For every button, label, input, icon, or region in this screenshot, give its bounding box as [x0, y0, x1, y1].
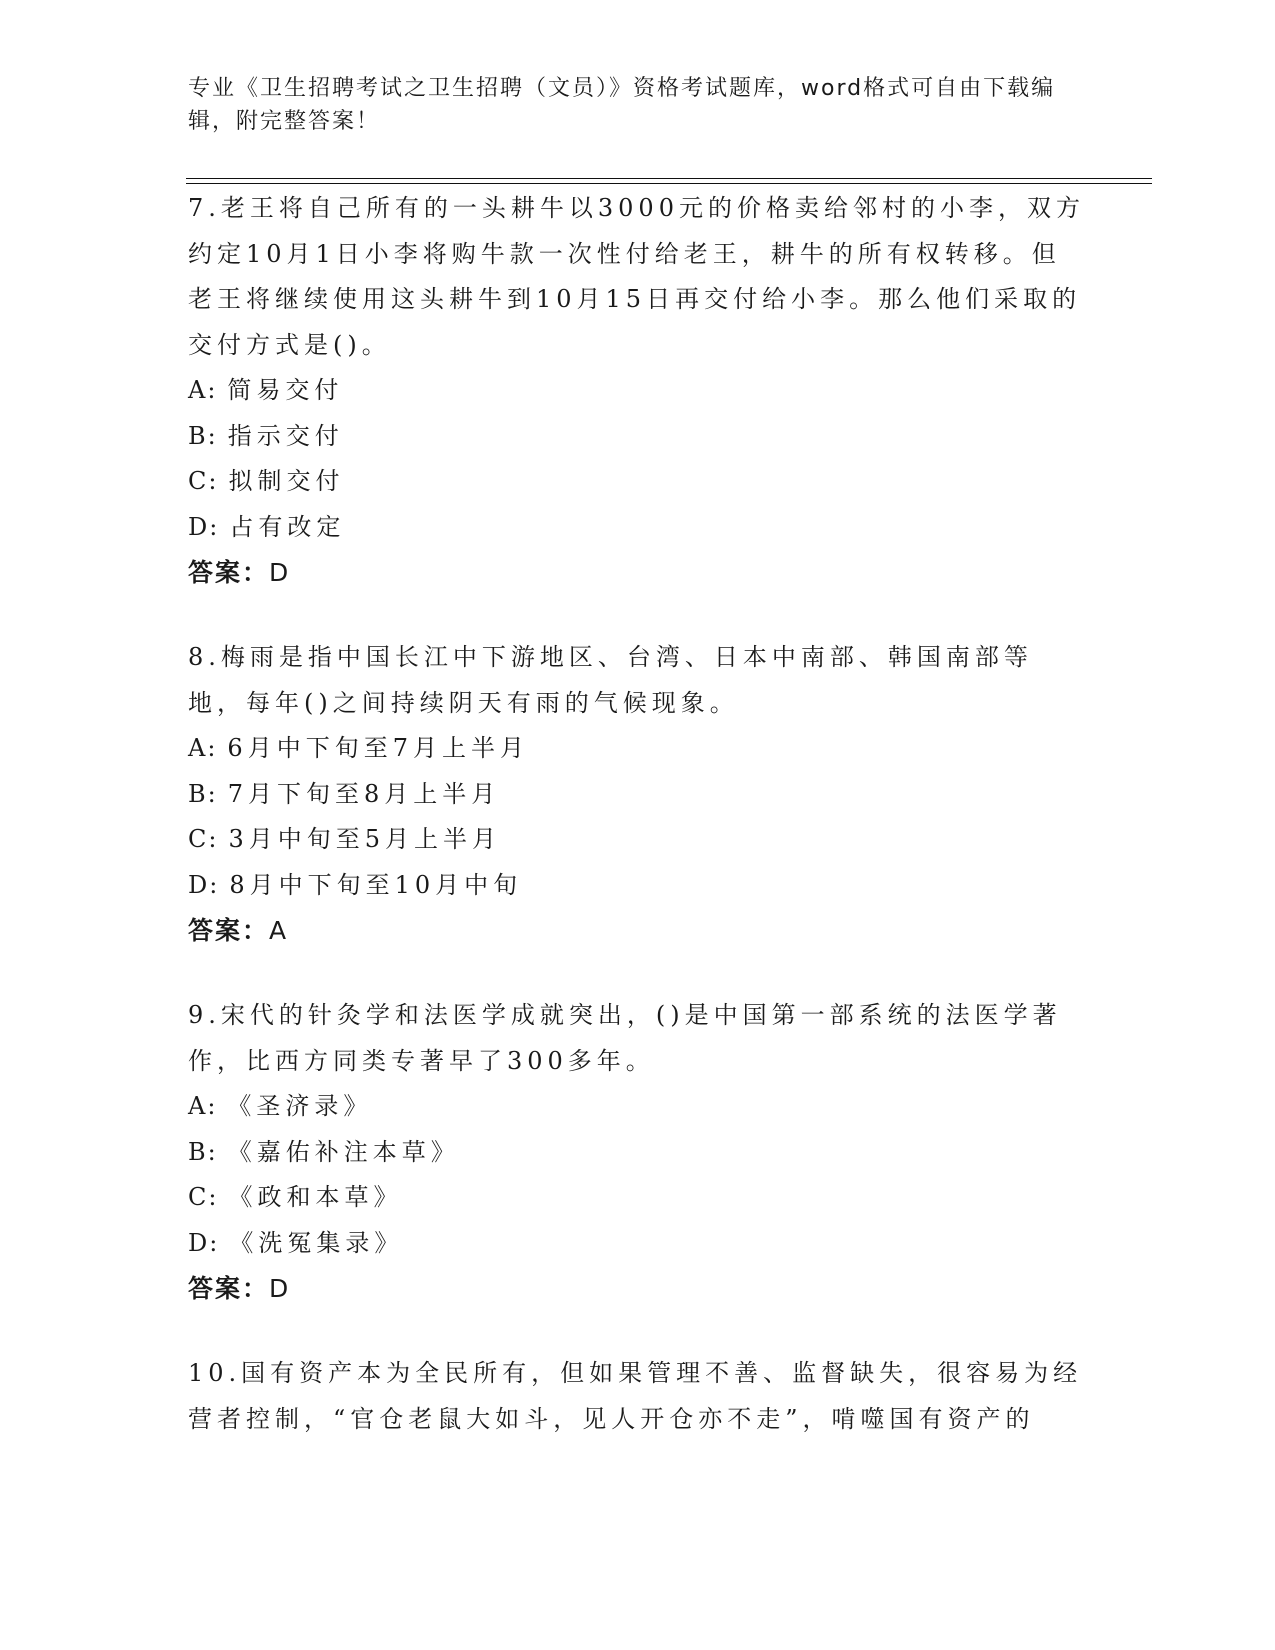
option-text: 3月中旬至5月上半月	[228, 825, 501, 853]
document-header: 专业《卫生招聘考试之卫生招聘（文员）》资格考试题库，word格式可自由下载编辑，附完整答案！	[188, 76, 1056, 134]
option-d	[188, 1221, 1088, 1267]
option-key: B:	[188, 421, 218, 450]
option-text: 指示交付	[227, 421, 344, 450]
option-d	[188, 505, 1088, 551]
question-7	[188, 186, 1088, 596]
option-key: B:	[188, 1137, 218, 1166]
answer-line	[188, 550, 1088, 596]
question-10	[188, 1351, 1088, 1442]
option-key: C:	[188, 467, 219, 495]
option-key: B:	[188, 779, 218, 808]
option-b	[188, 1130, 1088, 1176]
option-text: 7月下旬至8月上半月	[227, 779, 501, 808]
answer-value: D	[269, 558, 291, 587]
question-text: 9.宋代的针灸学和法医学成就突出，()是中国第一部系统的法医学著作，比西方同类专著早了300多年。	[188, 1001, 1062, 1075]
question-text: 7.老王将自己所有的一头耕牛以3000元的价格卖给邻村的小李，双方约定10月1日小李将购牛款一次性付给老王，耕牛的所有权转移。但老王将继续使用这头耕牛到10月15日再交付给小李。那么他们采取的交付方式是()。	[188, 194, 1085, 359]
question-text: 8.梅雨是指中国长江中下游地区、台湾、日本中南部、韩国南部等地，每年()之间持续阴天有雨的气候现象。	[188, 643, 1033, 717]
option-key: C:	[188, 1183, 219, 1211]
option-text: 6月中下旬至7月上半月	[227, 734, 529, 762]
option-key: A:	[188, 1092, 218, 1120]
option-text: 《政和本草》	[228, 1183, 403, 1211]
option-a	[188, 726, 1088, 772]
option-key: A:	[188, 734, 218, 762]
option-key: D:	[188, 512, 220, 541]
option-c	[188, 459, 1088, 505]
answer-line	[188, 908, 1088, 954]
option-key: C:	[188, 825, 219, 853]
question-8	[188, 635, 1088, 954]
option-c	[188, 817, 1088, 863]
answer-value: A	[269, 916, 289, 945]
option-text: 拟制交付	[228, 467, 345, 495]
option-d	[188, 863, 1088, 909]
answer-label: 答案：	[188, 558, 270, 587]
option-a	[188, 368, 1088, 414]
option-text: 8月中下旬至10月中旬	[229, 870, 523, 899]
option-text: 《洗冤集录》	[229, 1228, 404, 1257]
question-list	[188, 186, 1088, 1481]
option-a	[188, 1084, 1088, 1130]
option-key: D:	[188, 1228, 220, 1257]
option-text: 简易交付	[227, 376, 344, 404]
option-b	[188, 772, 1088, 818]
option-text: 《圣济录》	[227, 1092, 373, 1120]
option-b	[188, 414, 1088, 460]
question-text: 10.国有资产本为全民所有，但如果管理不善、监督缺失，很容易为经营者控制，“官仓老鼠大如斗，见人开仓亦不走”，啃噬国有资产的	[188, 1359, 1083, 1433]
option-key: A:	[188, 376, 218, 404]
question-9	[188, 993, 1088, 1312]
option-text: 占有改定	[229, 512, 346, 541]
header-divider-top	[186, 178, 1152, 179]
answer-value: D	[269, 1274, 291, 1303]
option-text: 《嘉佑补注本草》	[227, 1137, 460, 1166]
option-c	[188, 1175, 1088, 1221]
header-divider-bottom	[186, 183, 1152, 184]
answer-label: 答案：	[188, 916, 270, 945]
answer-label: 答案：	[188, 1274, 270, 1303]
answer-line	[188, 1266, 1088, 1312]
option-key: D:	[188, 870, 220, 899]
